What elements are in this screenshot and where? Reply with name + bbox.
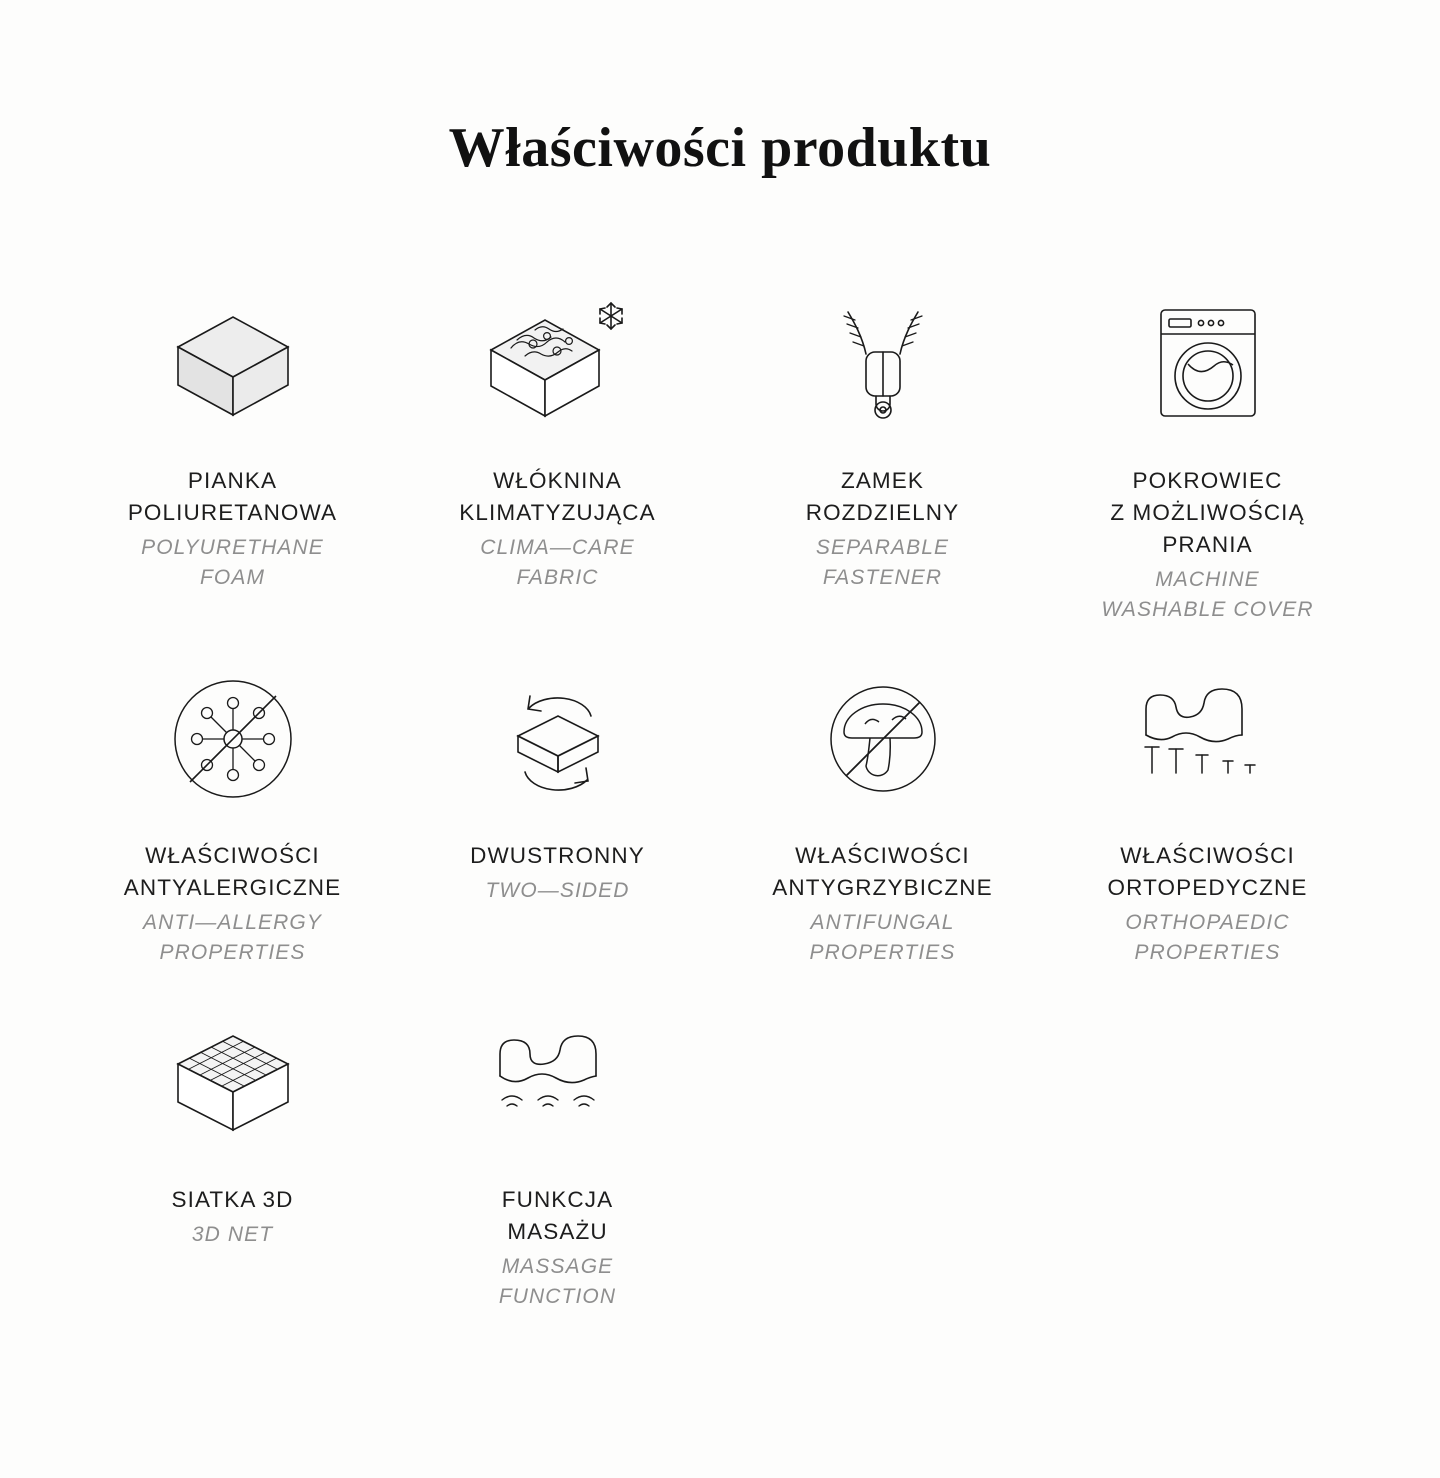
feature-item-separable-fastener: [720, 289, 1045, 624]
feature-label-pl: POKROWIEC Z MOŻLIWOŚCIĄ PRANIA: [1110, 468, 1305, 557]
feature-item-polyurethane-foam: [70, 289, 395, 624]
anti-allergy-molecule-icon: [80, 664, 385, 814]
feature-label-pl: WŁAŚCIWOŚCI ANTYALERGICZNE: [123, 843, 342, 901]
feature-label-en: MASSAGE FUNCTION: [498, 1254, 617, 1308]
feature-label-pl: WŁÓKNINA KLIMATYZUJĄCA: [459, 468, 656, 525]
feature-item-orthopaedic: [1045, 664, 1370, 968]
feature-label-en: CLIMA—CARE FABRIC: [480, 535, 635, 589]
feature-item-machine-washable-cover: [1045, 289, 1370, 624]
feature-label-pl: WŁAŚCIWOŚCI ANTYGRZYBICZNE: [772, 843, 993, 901]
feature-label-pl: PIANKA POLIURETANOWA: [127, 468, 338, 525]
3d-net-block-icon: [80, 1008, 385, 1158]
feature-item-clima-care-fabric: [395, 289, 720, 624]
feature-label-pl: FUNKCJA MASAŻU: [501, 1186, 614, 1244]
feature-label-pl: DWUSTRONNY: [470, 843, 645, 869]
feature-label-en: SEPARABLE FASTENER: [815, 535, 950, 589]
washing-machine-icon: [1055, 289, 1360, 439]
feature-label-pl: WŁAŚCIWOŚCI ORTOPEDYCZNE: [1107, 843, 1308, 901]
feature-label-en: POLYURETHANE FOAM: [141, 535, 324, 589]
massage-function-icon: [405, 1008, 710, 1158]
feature-label-en: TWO—SIDED: [485, 879, 630, 903]
feature-label-en: ANTI—ALLERGY PROPERTIES: [143, 911, 322, 965]
feature-label-en: 3D NET: [191, 1222, 274, 1246]
product-features-page: [0, 38, 1440, 1478]
feature-label-pl: SIATKA 3D: [171, 1186, 294, 1212]
feature-item-3d-net: [70, 1008, 395, 1312]
feature-item-antifungal: [720, 664, 1045, 968]
feature-label-pl: ZAMEK ROZDZIELNY: [805, 468, 960, 525]
zipper-icon: [730, 289, 1035, 439]
features-grid: [70, 217, 1370, 1311]
antifungal-no-mushroom-icon: [730, 664, 1035, 814]
feature-label-en: ANTIFUNGAL PROPERTIES: [809, 911, 956, 965]
two-sided-rotate-icon: [405, 664, 710, 814]
feature-label-en: MACHINE WASHABLE COVER: [1101, 567, 1314, 621]
feature-item-massage-function: [395, 1008, 720, 1312]
feature-item-two-sided: [395, 664, 720, 968]
feature-label-en: ORTHOPAEDIC PROPERTIES: [1125, 911, 1290, 965]
clima-care-fabric-icon: [405, 289, 710, 439]
feature-item-anti-allergy: [70, 664, 395, 968]
orthopaedic-support-icon: [1055, 664, 1360, 814]
page-title: Właściwości produktu: [448, 116, 992, 179]
foam-block-icon: [80, 289, 385, 439]
